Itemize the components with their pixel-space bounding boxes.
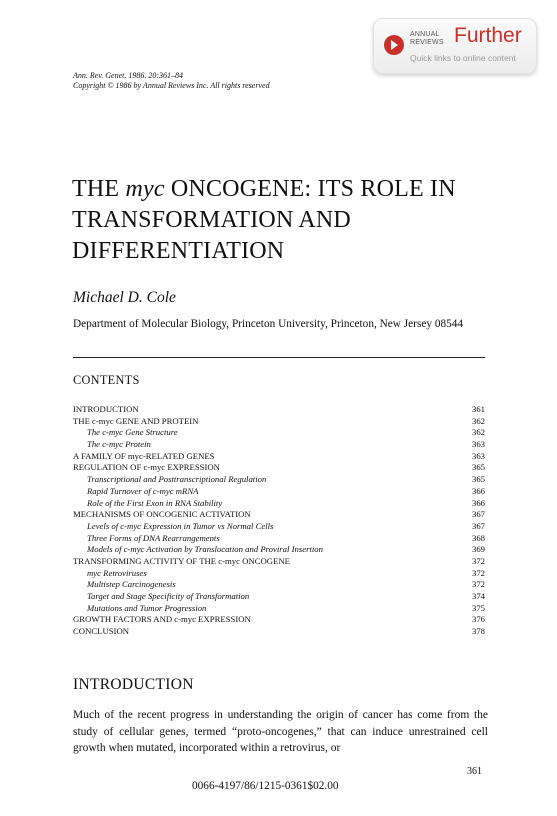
toc-entry-page: 376 [471, 614, 485, 625]
toc-entry[interactable] [73, 603, 485, 615]
toc-entry-page: 366 [471, 497, 485, 508]
toc-entry[interactable] [73, 533, 485, 545]
toc-entry-label: A FAMILY OF myc-RELATED GENES [73, 450, 215, 461]
toc-entry[interactable] [73, 486, 485, 498]
citation-line-2: Copyright © 1986 by Annual Reviews Inc. All rights reserved [73, 81, 270, 90]
footer-code: 0066-4197/86/1215-0361$02.00 [192, 780, 339, 792]
toc-entry[interactable] [73, 498, 485, 510]
toc-entry-label: Rapid Turnover of c-myc mRNA [73, 486, 200, 496]
toc-entry-label: MECHANISMS OF ONCOGENIC ACTIVATION [73, 509, 251, 520]
toc-entry-page: 378 [471, 626, 485, 637]
toc-entry-label: REGULATION OF c-myc EXPRESSION [73, 462, 220, 473]
toc-entry-label: TRANSFORMING ACTIVITY OF THE c-myc ONCOGENE [73, 555, 290, 566]
title-part-2: ONCOGENE: ITS ROLE IN TRANSFORMATION AND DIFFERENTIATION [72, 176, 456, 264]
toc-entry-label: The c-myc Gene Structure [73, 427, 180, 437]
toc-entry[interactable] [73, 462, 485, 474]
toc-entry-label: Role of the First Exon in RNA Stability [73, 498, 224, 508]
toc-entry[interactable] [73, 427, 485, 439]
toc-entry-label: INTRODUCTION [73, 404, 139, 414]
contents-heading: CONTENTS [73, 373, 140, 387]
toc-entry[interactable] [73, 579, 485, 591]
citation-line-1: Ann. Rev. Genet. 1986. 20:361–84 [73, 71, 184, 80]
toc-entry-label: Mutations and Tumor Progression [73, 603, 208, 613]
toc-entry-label: GROWTH FACTORS AND c-myc EXPRESSION [73, 614, 251, 625]
page-number: 361 [467, 766, 482, 777]
toc-entry-label: THE c-myc GENE AND PROTEIN [73, 415, 199, 426]
toc-entry-page: 372 [471, 579, 485, 590]
toc-entry-page: 363 [471, 439, 485, 450]
toc-entry-page: 372 [471, 555, 485, 566]
journal-citation [73, 71, 270, 91]
toc-entry[interactable] [73, 404, 485, 416]
further-label: Further [454, 24, 522, 47]
toc-entry[interactable] [73, 451, 485, 463]
toc-entry-page: 368 [471, 532, 485, 543]
table-of-contents [73, 404, 485, 638]
toc-entry-page: 365 [471, 462, 485, 473]
divider-rule [73, 357, 485, 358]
author-affiliation: Department of Molecular Biology, Princeton University, Princeton, New Jersey 08544 [73, 318, 464, 330]
further-badge[interactable] [373, 18, 537, 74]
toc-entry-label: Three Forms of DNA Rearrangements [73, 533, 222, 543]
toc-entry[interactable] [73, 439, 485, 451]
introduction-paragraph: Much of the recent progress in understanding the origin of cancer has come from the study of cellular genes, termed “proto-oncogenes,” that can induce unrestrained cell growth when mutated, incorporated within a retrovirus, or [73, 709, 488, 754]
toc-entry-page: 372 [471, 567, 485, 578]
toc-entry[interactable] [73, 614, 485, 626]
toc-entry-page: 363 [471, 450, 485, 461]
article-title [72, 174, 522, 267]
toc-entry[interactable] [73, 509, 485, 521]
toc-entry-page: 375 [471, 602, 485, 613]
further-tagline: Quick links to online content [410, 53, 516, 63]
toc-entry[interactable] [73, 591, 485, 603]
toc-entry-page: 367 [471, 520, 485, 531]
toc-entry[interactable] [73, 521, 485, 533]
toc-entry-label: Levels of c-myc Expression in Tumor vs Normal Cells [73, 521, 275, 531]
toc-entry[interactable] [73, 416, 485, 428]
toc-entry-label: Target and Stage Specificity of Transformation [73, 591, 251, 601]
title-gene: myc [125, 176, 165, 202]
play-arrow-icon [384, 35, 404, 55]
toc-entry-page: 361 [471, 404, 485, 414]
toc-entry-label: Transcriptional and Posttranscriptional Regulation [73, 474, 268, 484]
author-name: Michael D. Cole [73, 289, 176, 306]
toc-entry[interactable] [73, 556, 485, 568]
toc-entry-page: 369 [471, 544, 485, 555]
toc-entry-label: Models of c-myc Activation by Translocation and Proviral Insertion [73, 544, 325, 554]
toc-entry-page: 362 [471, 415, 485, 426]
toc-entry-page: 365 [471, 474, 485, 485]
toc-entry-page: 366 [471, 485, 485, 496]
toc-entry-label: CONCLUSION [73, 626, 129, 637]
toc-entry-page: 374 [471, 591, 485, 601]
toc-entry-page: 362 [471, 427, 485, 438]
toc-entry-label: The c-myc Protein [73, 439, 153, 449]
toc-entry-page: 367 [471, 509, 485, 520]
toc-entry-label: myc Retroviruses [73, 568, 149, 578]
introduction-heading: INTRODUCTION [73, 676, 194, 693]
toc-entry[interactable] [73, 474, 485, 486]
toc-entry[interactable] [73, 626, 485, 638]
toc-entry[interactable] [73, 544, 485, 556]
toc-entry[interactable] [73, 568, 485, 580]
title-part-1: THE [72, 176, 126, 202]
annual-reviews-logo: ANNUAL REVIEWS [410, 31, 444, 46]
toc-entry-label: Multistep Carcinogenesis [73, 579, 178, 589]
